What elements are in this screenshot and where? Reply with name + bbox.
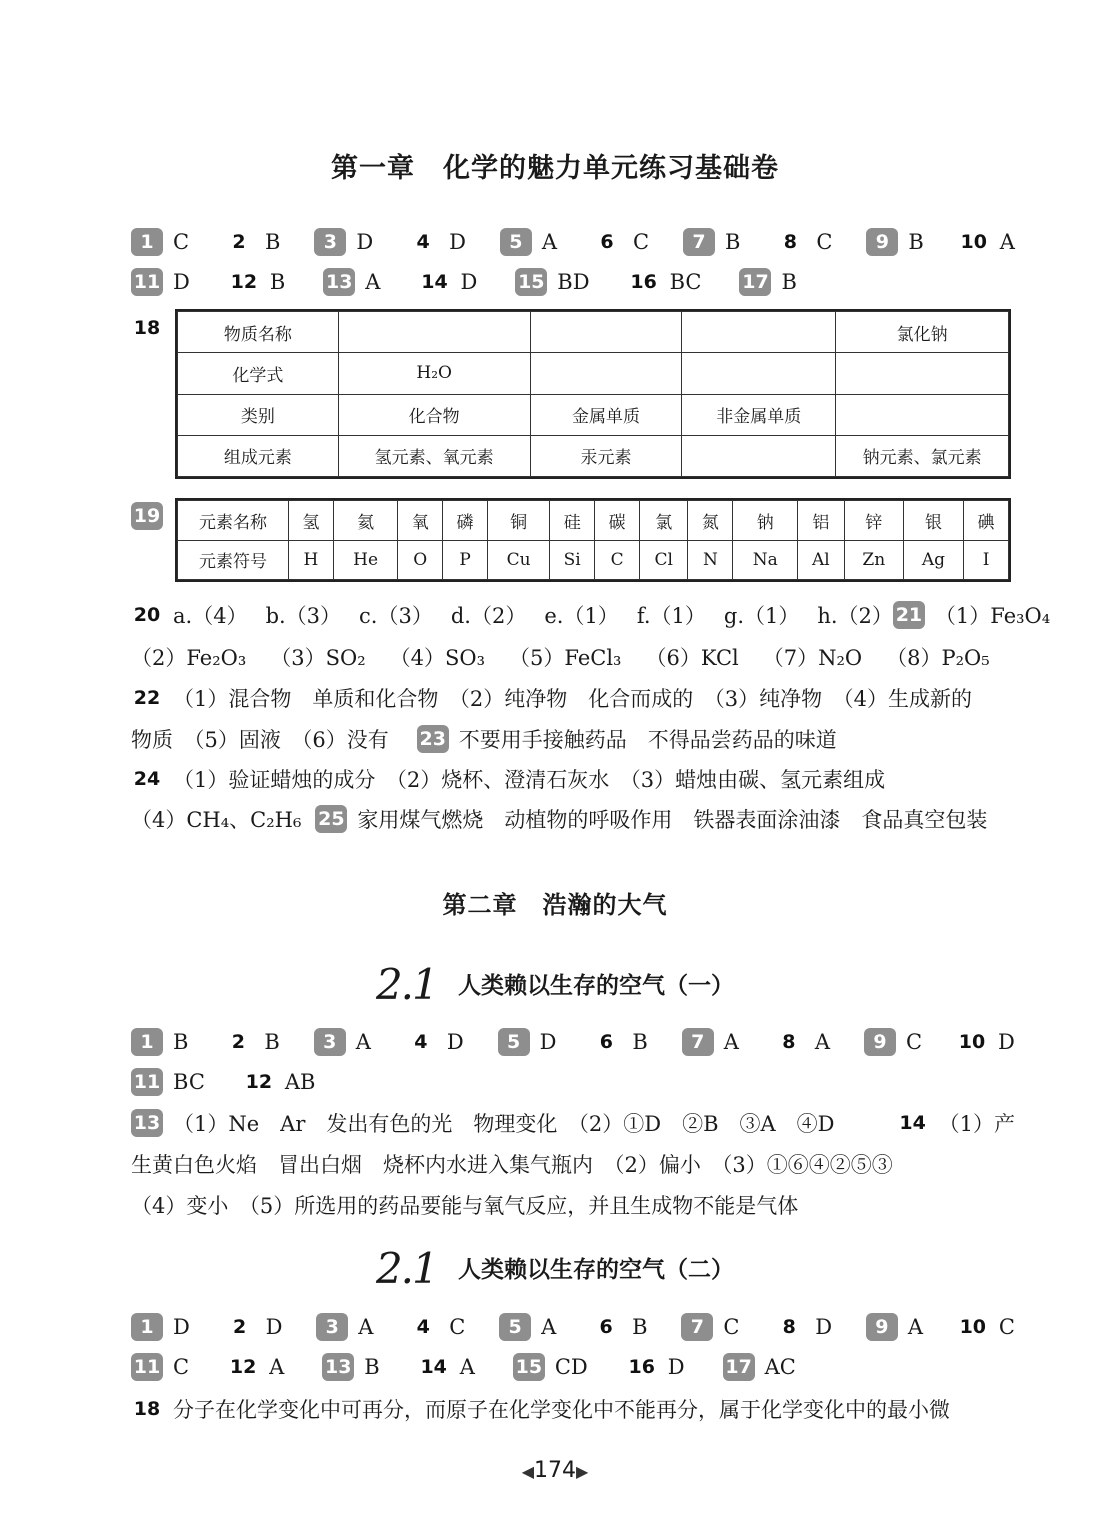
chapter-2-title: 第二章 浩瀚的大气 bbox=[442, 891, 668, 919]
sec1-mc-row-1 bbox=[131, 1028, 1015, 1056]
q19-row-label: 元素符号 bbox=[178, 540, 289, 580]
answer-choice: D bbox=[998, 1030, 1015, 1054]
question-number: 1 bbox=[131, 1313, 163, 1341]
answer-choice: D bbox=[446, 1030, 464, 1054]
answer-choice: D bbox=[173, 1315, 190, 1339]
question-number: 6 bbox=[600, 231, 614, 253]
q19-table-row bbox=[178, 540, 1009, 580]
q18-table-cell bbox=[682, 353, 836, 394]
mc-answer-item bbox=[774, 228, 832, 256]
q18-table bbox=[177, 311, 1009, 477]
answer-choice: B bbox=[632, 1030, 648, 1054]
question-number: 1 bbox=[131, 228, 163, 256]
mc-answer-item bbox=[958, 228, 1015, 256]
mc-answer-item bbox=[739, 268, 796, 296]
mc-answer-item bbox=[864, 1028, 922, 1056]
mc-answer-item bbox=[131, 228, 189, 256]
mc-answer-item bbox=[131, 1028, 188, 1056]
mc-answer-item bbox=[957, 1313, 1015, 1341]
q22-number: 22 bbox=[133, 687, 161, 709]
q18-table-cell: 氢元素、氧元素 bbox=[338, 435, 530, 476]
answer-choice: A bbox=[723, 1030, 739, 1054]
q20-number: 20 bbox=[133, 604, 161, 626]
q20-answer: f.（1） bbox=[636, 604, 706, 628]
question-number: 3 bbox=[316, 1313, 348, 1341]
q22-line1 bbox=[131, 683, 1015, 713]
q19-table-row bbox=[178, 501, 1009, 541]
answer-choice: D bbox=[449, 230, 466, 254]
q19-table-cell: 银 bbox=[903, 501, 963, 541]
q19-table-cell: Al bbox=[798, 540, 845, 580]
answer-choice: A bbox=[541, 230, 558, 254]
q18-table-cell: 组成元素 bbox=[178, 435, 339, 476]
q20-answer: b.（3） bbox=[265, 604, 342, 628]
left-triangle-icon: ◀ bbox=[521, 1462, 534, 1481]
q18-table-cell: H₂O bbox=[338, 353, 530, 394]
q19-table-cell: O bbox=[398, 540, 443, 580]
answer-choice: B bbox=[364, 1355, 380, 1379]
q19-table-cell: P bbox=[443, 540, 488, 580]
sec2-q18-text: 分子在化学变化中可再分，而原子在化学变化中不能再分，属于化学变化中的最小微 bbox=[173, 1398, 950, 1422]
mc-answer-item bbox=[628, 268, 702, 296]
answer-choice: C bbox=[998, 1315, 1015, 1339]
mc-answer-item bbox=[499, 1313, 556, 1341]
q24-text-1: （1）验证蜡烛的成分 （2）烧杯、澄清石灰水 （3）蜡烛由碳、氢元素组成 bbox=[173, 768, 886, 792]
mc-answer-item bbox=[866, 1313, 923, 1341]
section-2-number: 2.1 bbox=[375, 1244, 437, 1293]
q19-table-cell: C bbox=[595, 540, 640, 580]
mc-answer-item bbox=[591, 228, 649, 256]
answer-choice: D bbox=[539, 1030, 557, 1054]
answer-choice: B bbox=[265, 230, 281, 254]
answer-choice: D bbox=[265, 1315, 283, 1339]
mc-answer-item bbox=[866, 228, 923, 256]
mc-answer-item bbox=[407, 1313, 465, 1341]
section-1-heading bbox=[0, 960, 1110, 1009]
mc-answer-item bbox=[131, 1068, 205, 1096]
answer-choice: A bbox=[907, 1315, 924, 1339]
question-number: 2 bbox=[231, 1031, 245, 1053]
mc-answer-item bbox=[773, 1028, 830, 1056]
question-number: 8 bbox=[783, 231, 797, 253]
question-number: 1 bbox=[131, 1028, 163, 1056]
q21-answer: （8）P₂O₅ bbox=[886, 646, 990, 670]
q18-table-frame bbox=[175, 309, 1011, 479]
question-number: 8 bbox=[782, 1316, 796, 1338]
question-number: 12 bbox=[230, 271, 258, 293]
answer-choice: A bbox=[459, 1355, 475, 1379]
q18-table-cell bbox=[338, 312, 530, 353]
question-number: 8 bbox=[782, 1031, 796, 1053]
q19-table-cell: 钠 bbox=[733, 501, 798, 541]
q19-table-frame bbox=[175, 498, 1011, 582]
mc-answer-item bbox=[228, 268, 285, 296]
question-number: 4 bbox=[416, 1316, 430, 1338]
question-number: 17 bbox=[739, 268, 771, 296]
q23-number: 23 bbox=[417, 725, 449, 753]
question-number: 2 bbox=[232, 231, 246, 253]
chapter-1-title: 第一章 化学的魅力单元练习基础卷 bbox=[331, 153, 779, 184]
q24-text-2: （4）CH₄、C₂H₆ bbox=[131, 808, 302, 832]
q19-table-cell: H bbox=[289, 540, 334, 580]
q20-answer: c.（3） bbox=[359, 604, 433, 628]
question-number: 6 bbox=[599, 1316, 613, 1338]
q21-answer: （4）SO₃ bbox=[389, 646, 486, 670]
q18-number: 18 bbox=[133, 317, 161, 339]
answer-choice: C bbox=[173, 230, 190, 254]
q18-table-cell: 物质名称 bbox=[178, 312, 339, 353]
q18-table-cell: 化学式 bbox=[178, 353, 339, 394]
q21-answer: （7）N₂O bbox=[762, 646, 863, 670]
answer-choice: A bbox=[269, 1355, 285, 1379]
answer-choice: BC bbox=[669, 270, 702, 294]
q18-table-cell bbox=[530, 312, 682, 353]
answer-choice: D bbox=[460, 270, 478, 294]
answer-choice: D bbox=[173, 270, 190, 294]
sec1-q13-line bbox=[131, 1108, 1015, 1138]
question-number: 13 bbox=[322, 1353, 354, 1381]
question-number: 10 bbox=[960, 231, 987, 253]
mc-answer-item bbox=[322, 1353, 379, 1381]
question-number: 13 bbox=[323, 268, 355, 296]
q18-table-cell bbox=[836, 394, 1009, 435]
q18-table-cell bbox=[682, 435, 836, 476]
question-number: 12 bbox=[229, 1356, 257, 1378]
mc-answer-item bbox=[513, 1353, 588, 1381]
section-1-number: 2.1 bbox=[375, 960, 437, 1009]
q18-table-cell: 化合物 bbox=[338, 394, 530, 435]
question-number: 15 bbox=[513, 1353, 545, 1381]
q21-number: 21 bbox=[893, 601, 925, 629]
q19-table-cell: Zn bbox=[844, 540, 903, 580]
answer-choice: A bbox=[358, 1315, 374, 1339]
page-number bbox=[0, 1458, 1110, 1483]
q18-table-cell bbox=[836, 353, 1009, 394]
q24-line2-q25 bbox=[131, 804, 1015, 834]
q19-table-cell: Cu bbox=[487, 540, 549, 580]
q25-number: 25 bbox=[315, 805, 347, 833]
q18-table-row bbox=[178, 312, 1009, 353]
answer-choice: BC bbox=[173, 1070, 205, 1094]
answer-choice: A bbox=[365, 270, 381, 294]
mc-answer-item bbox=[773, 1313, 832, 1341]
q19-table-cell: I bbox=[964, 540, 1009, 580]
mc-answer-item bbox=[723, 1353, 796, 1381]
answer-choice: AB bbox=[284, 1070, 316, 1094]
question-number: 5 bbox=[499, 1313, 531, 1341]
mc-answer-item bbox=[418, 268, 477, 296]
q19-table-cell: 磷 bbox=[443, 501, 488, 541]
answer-choice: C bbox=[723, 1315, 740, 1339]
mc-answer-item bbox=[227, 1353, 284, 1381]
q25-text: 家用煤气燃烧 动植物的呼吸作用 铁器表面涂油漆 食品真空包装 bbox=[357, 808, 988, 832]
mc-answer-item bbox=[590, 1028, 647, 1056]
answer-choice: D bbox=[667, 1355, 685, 1379]
mc-answer-item bbox=[956, 1028, 1015, 1056]
section-1-title: 人类赖以生存的空气（一） bbox=[458, 973, 735, 999]
q19-table-cell: 铝 bbox=[798, 501, 845, 541]
answer-choice: CD bbox=[554, 1355, 588, 1379]
question-number: 5 bbox=[500, 228, 532, 256]
q23-text: 不要用手接触药品 不得品尝药品的味道 bbox=[458, 728, 837, 752]
mc-answer-item bbox=[407, 228, 466, 256]
q19-table-cell: 氧 bbox=[398, 501, 443, 541]
answer-choice: B bbox=[781, 270, 797, 294]
answer-choice: B bbox=[173, 1030, 189, 1054]
mc-answer-item bbox=[498, 1028, 557, 1056]
q21-answer: （6）KCl bbox=[645, 646, 739, 670]
question-number: 11 bbox=[131, 268, 163, 296]
question-number: 7 bbox=[683, 228, 715, 256]
q19-table-cell: 氦 bbox=[333, 501, 397, 541]
answer-choice: B bbox=[269, 270, 286, 294]
q18-table-row bbox=[178, 435, 1009, 476]
q20-line bbox=[131, 600, 1051, 630]
q19-table-cell: Cl bbox=[640, 540, 688, 580]
mc-answer-item bbox=[681, 1313, 739, 1341]
q18-table-cell: 氯化钠 bbox=[836, 312, 1009, 353]
q19-table bbox=[177, 500, 1009, 580]
question-number: 4 bbox=[416, 231, 430, 253]
q19-table-cell: 氢 bbox=[289, 501, 334, 541]
q24-line1 bbox=[131, 764, 1015, 794]
q19-table-cell: N bbox=[688, 540, 733, 580]
q20-answer: g.（1） bbox=[723, 604, 800, 628]
question-number: 9 bbox=[866, 1313, 898, 1341]
sec1-q13-number: 13 bbox=[131, 1109, 163, 1137]
right-triangle-icon: ▶ bbox=[576, 1462, 589, 1481]
q18-table-cell bbox=[682, 312, 836, 353]
q19-table-cell: 铜 bbox=[487, 501, 549, 541]
sec1-mc-row-2 bbox=[131, 1068, 1015, 1096]
mc-answer-item bbox=[316, 1313, 373, 1341]
q21-line1: （1）Fe₃O₄ bbox=[934, 604, 1051, 628]
q20-answer: e.（1） bbox=[544, 604, 619, 628]
mc-answer-item bbox=[131, 1313, 190, 1341]
q18-table-row bbox=[178, 394, 1009, 435]
answer-choice: A bbox=[814, 1030, 831, 1054]
question-number: 12 bbox=[245, 1071, 273, 1093]
sec1-q14-text-2: 生黄白色火焰 冒出白烟 烧杯内水进入集气瓶内 （2）偏小 （3）①⑥④②⑤③ bbox=[131, 1153, 893, 1177]
q19-number: 19 bbox=[131, 502, 163, 530]
q19-table-cell: Ag bbox=[903, 540, 963, 580]
answer-choice: A bbox=[355, 1030, 371, 1054]
q19-table-cell: 碳 bbox=[595, 501, 640, 541]
section-2-heading bbox=[0, 1244, 1110, 1293]
answer-choice: C bbox=[816, 230, 833, 254]
question-number: 7 bbox=[681, 1313, 713, 1341]
answer-choice: B bbox=[908, 230, 924, 254]
mc-answer-item bbox=[131, 268, 190, 296]
sec1-q14-text-3: （4）变小 （5）所选用的药品要能与氧气反应，并且生成物不能是气体 bbox=[131, 1194, 799, 1218]
answer-choice: B bbox=[264, 1030, 280, 1054]
mc-answer-item bbox=[590, 1313, 647, 1341]
q19-table-cell: He bbox=[333, 540, 397, 580]
answer-choice: BD bbox=[557, 270, 590, 294]
sec1-q14-line2 bbox=[131, 1149, 1015, 1179]
answer-choice: D bbox=[815, 1315, 833, 1339]
answer-choice: C bbox=[449, 1315, 466, 1339]
mc-answer-item bbox=[223, 228, 280, 256]
q19-table-cell: 碘 bbox=[964, 501, 1009, 541]
q21-answer: （2）Fe₂O₃ bbox=[131, 646, 247, 670]
mc-answer-item bbox=[131, 1353, 189, 1381]
mc-answer-item bbox=[314, 1028, 371, 1056]
mc-answer-item bbox=[405, 1028, 464, 1056]
question-number: 14 bbox=[420, 1356, 447, 1378]
sec1-q13-text: （1）Ne Ar 发出有色的光 物理变化 （2）①D ②B ③A ④D bbox=[173, 1112, 835, 1136]
question-number: 3 bbox=[314, 228, 346, 256]
q19-table-cell: 锌 bbox=[844, 501, 903, 541]
question-number: 11 bbox=[131, 1068, 163, 1096]
q19-table-cell: Na bbox=[733, 540, 798, 580]
q21-line2 bbox=[131, 642, 1015, 672]
sec1-q14-text-1: （1）产 bbox=[938, 1112, 1015, 1136]
question-number: 3 bbox=[314, 1028, 346, 1056]
page-number-value: 174 bbox=[534, 1458, 576, 1483]
q18-table-row bbox=[178, 353, 1009, 394]
ch1-mc-row-2 bbox=[131, 268, 1015, 296]
question-number: 5 bbox=[498, 1028, 530, 1056]
question-number: 4 bbox=[414, 1031, 428, 1053]
q18-table-cell: 类别 bbox=[178, 394, 339, 435]
sec1-q14-line3 bbox=[131, 1190, 1015, 1220]
q20-answers bbox=[173, 600, 893, 630]
mc-answer-item bbox=[222, 1028, 279, 1056]
question-number: 16 bbox=[630, 271, 657, 293]
section-2-title: 人类赖以生存的空气（二） bbox=[458, 1257, 735, 1283]
q20-answer: a.（4） bbox=[173, 604, 248, 628]
mc-answer-item bbox=[626, 1353, 685, 1381]
question-number: 14 bbox=[421, 271, 448, 293]
question-number: 7 bbox=[682, 1028, 714, 1056]
answer-choice: C bbox=[632, 230, 650, 254]
answer-choice: A bbox=[999, 230, 1015, 254]
q18-table-cell: 汞元素 bbox=[530, 435, 682, 476]
sec2-q18-number: 18 bbox=[133, 1398, 161, 1420]
q18-table-cell: 非金属单质 bbox=[682, 394, 836, 435]
q19-table-cell: 氯 bbox=[640, 501, 688, 541]
q22-text-1: （1）混合物 单质和化合物 （2）纯净物 化合而成的 （3）纯净物 （4）生成新的 bbox=[173, 687, 972, 711]
question-number: 16 bbox=[628, 1356, 655, 1378]
question-number: 10 bbox=[959, 1316, 987, 1338]
answer-choice: A bbox=[541, 1315, 557, 1339]
question-number: 9 bbox=[864, 1028, 896, 1056]
sec2-mc-row-1 bbox=[131, 1313, 1015, 1341]
q19-row-label: 元素名称 bbox=[178, 501, 289, 541]
question-number: 2 bbox=[233, 1316, 247, 1338]
ch1-mc-row-1 bbox=[131, 228, 1015, 256]
mc-answer-item bbox=[515, 268, 589, 296]
mc-answer-item bbox=[323, 268, 380, 296]
answer-choice: B bbox=[632, 1315, 648, 1339]
mc-answer-item bbox=[314, 228, 373, 256]
q19-table-cell: Si bbox=[550, 540, 595, 580]
answer-choice: D bbox=[356, 230, 374, 254]
q19-table-cell: 氮 bbox=[688, 501, 733, 541]
q19-table-cell: 硅 bbox=[550, 501, 595, 541]
q20-answer: h.（2） bbox=[817, 604, 893, 628]
question-number: 11 bbox=[131, 1353, 163, 1381]
question-number: 9 bbox=[866, 228, 898, 256]
question-number: 17 bbox=[723, 1353, 755, 1381]
q21-answer: （3）SO₂ bbox=[270, 646, 366, 670]
mc-answer-item bbox=[682, 1028, 739, 1056]
q20-answer: d.（2） bbox=[450, 604, 527, 628]
answer-choice: B bbox=[724, 230, 741, 254]
answer-choice: C bbox=[173, 1355, 190, 1379]
question-number: 10 bbox=[958, 1031, 986, 1053]
q22-line2-q23 bbox=[131, 724, 1015, 754]
sec2-q18-line bbox=[131, 1394, 1015, 1424]
mc-answer-item bbox=[683, 228, 740, 256]
mc-answer-item bbox=[243, 1068, 316, 1096]
q21-answer: （5）FeCl₃ bbox=[509, 646, 622, 670]
q18-table-cell: 钠元素、氯元素 bbox=[836, 435, 1009, 476]
q18-table-cell bbox=[530, 353, 682, 394]
mc-answer-item bbox=[418, 1353, 475, 1381]
question-number: 6 bbox=[599, 1031, 614, 1053]
mc-answer-item bbox=[500, 228, 557, 256]
question-number: 15 bbox=[515, 268, 547, 296]
answer-choice: C bbox=[906, 1030, 923, 1054]
q22-text-2: 物质 （5）固液 （6）没有 bbox=[131, 728, 389, 752]
mc-answer-item bbox=[224, 1313, 283, 1341]
sec2-mc-row-2 bbox=[131, 1353, 1015, 1381]
sec1-q14-number: 14 bbox=[899, 1112, 926, 1134]
q24-number: 24 bbox=[133, 768, 161, 790]
q18-table-cell: 金属单质 bbox=[530, 394, 682, 435]
answer-choice: AC bbox=[764, 1355, 796, 1379]
